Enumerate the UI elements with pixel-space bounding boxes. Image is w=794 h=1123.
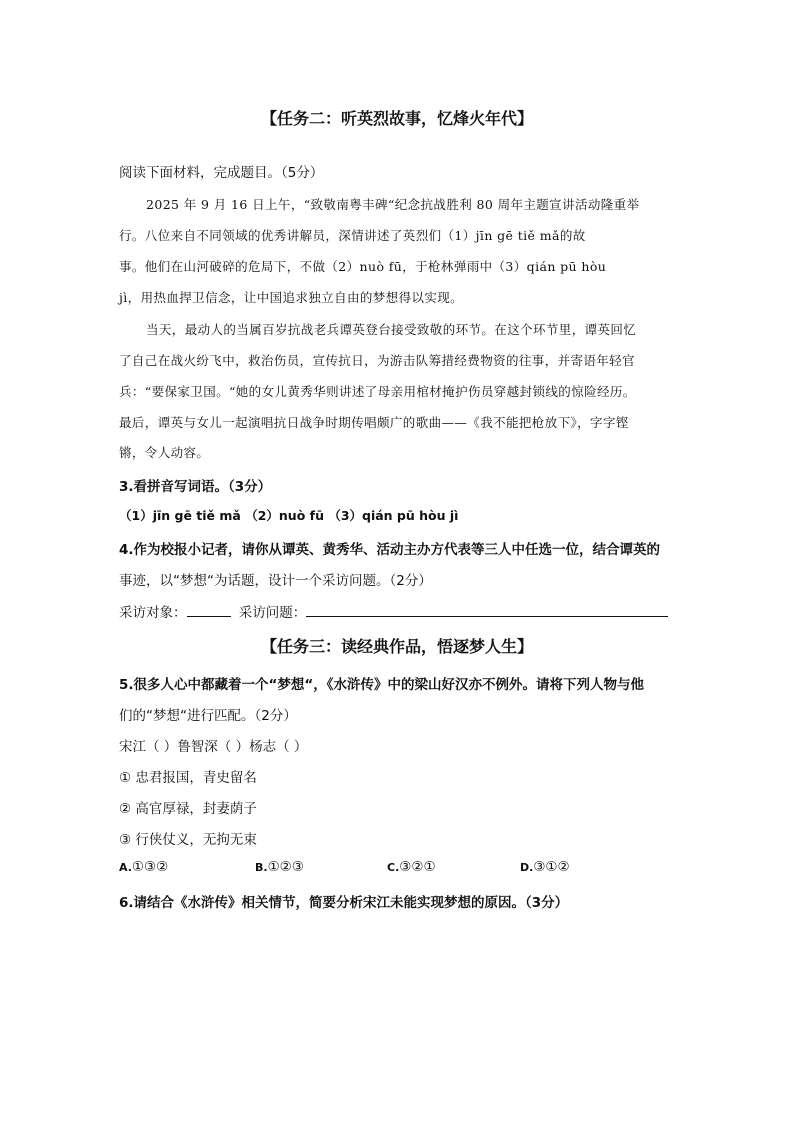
interview-question-blank[interactable] (306, 603, 486, 617)
choice-value: ③②① (399, 859, 436, 875)
passage-line: 最后，谭英与女儿一起演唱抗日战争时期传唱颇广的歌曲——《我不能把枪放下》，字字铿 (119, 415, 629, 430)
q5-title-line2: 们的“梦想“进行匹配。（2分） (119, 708, 297, 724)
choice-letter: B. (255, 861, 268, 874)
q6-title: 6.请结合《水浒传》相关情节，简要分析宋江未能实现梦想的原因。（3分） (119, 895, 569, 911)
q4-title-line2: 事迹，以“梦想“为话题，设计一个采访问题。（2分） (119, 573, 432, 589)
interview-question-blank-2[interactable] (486, 603, 668, 617)
choice-d[interactable] (520, 859, 570, 875)
task3-heading: 【任务三：读经典作品，悟逐梦人生】 (260, 637, 533, 656)
interview-object-blank[interactable] (187, 603, 231, 617)
choice-letter: D. (520, 861, 534, 874)
dream-option-2: ② 高官厚禄，封妻荫子 (119, 801, 257, 817)
choice-value: ③①② (533, 859, 570, 875)
q3-items: （1）jīn gē tiě mǎ （2）nuò fū （3）qián pū hòu jì (119, 508, 459, 523)
passage-line: 锵，令人动容。 (119, 445, 210, 460)
choice-value: ①③② (131, 859, 169, 875)
passage-line: 兵：“要保家卫国。“她的女儿黄秀华则讲述了母亲用棺材掩护伤员穿越封锁线的惊险经历。 (119, 384, 636, 399)
passage-line: 当天，最动人的当属百岁抗战老兵谭英登台接受致敬的环节。在这个环节里，谭英回忆 (146, 322, 637, 337)
interview-question-label: 采访问题： (238, 605, 307, 621)
choice-c[interactable] (387, 859, 436, 875)
q5-title-line1: 5.很多人心中都藏着一个“梦想“，《水浒传》中的梁山好汉亦不例外。请将下列人物与他 (119, 677, 645, 693)
passage-line: 行。八位来自不同领域的优秀讲解员，深情讲述了英烈们（1）jīn gē tiě mǎ的故 (119, 228, 586, 243)
dream-option-3: ③ 行侠仗义，无拘无束 (119, 832, 257, 848)
q4-title-line1: 4.作为校报小记者，请你从谭英、黄秀华、活动主办方代表等三人中任选一位，结合谭英的 (119, 542, 661, 558)
choice-letter: C. (387, 861, 400, 874)
passage-line: 了自己在战火纷飞中，救治伤员，宣传抗日，为游击队筹措经费物资的往事，并寄语年轻官 (119, 353, 636, 368)
passage-line: 事。他们在山河破碎的危局下，不做（2）nuò fū，于枪林弹雨中（3）qián pū hòu (119, 259, 607, 274)
passage-line: 2025 年 9 月 16 日上午，“致敬南粤丰碑“纪念抗战胜利 80 周年主题宣讲活动隆重举 (146, 197, 640, 212)
task2-heading: 【任务二：听英烈故事，忆烽火年代】 (260, 109, 533, 128)
q5-match-line: 宋江（ ）鲁智深（ ）杨志（ ） (119, 739, 308, 755)
choice-b[interactable] (255, 859, 304, 875)
interview-object-label: 采访对象： (119, 605, 187, 621)
dream-option-1: ① 忠君报国，青史留名 (119, 770, 257, 786)
choice-letter: A. (119, 861, 132, 874)
task2-instruction: 阅读下面材料，完成题目。（5分） (119, 165, 324, 181)
q3-title: 3.看拼音写词语。（3分） (119, 479, 272, 495)
choice-a[interactable] (119, 859, 168, 875)
q4-answer-row (119, 601, 668, 621)
passage-line: jì，用热血捍卫信念，让中国追求独立自由的梦想得以实现。 (119, 290, 464, 305)
choice-value: ①②③ (267, 859, 304, 875)
